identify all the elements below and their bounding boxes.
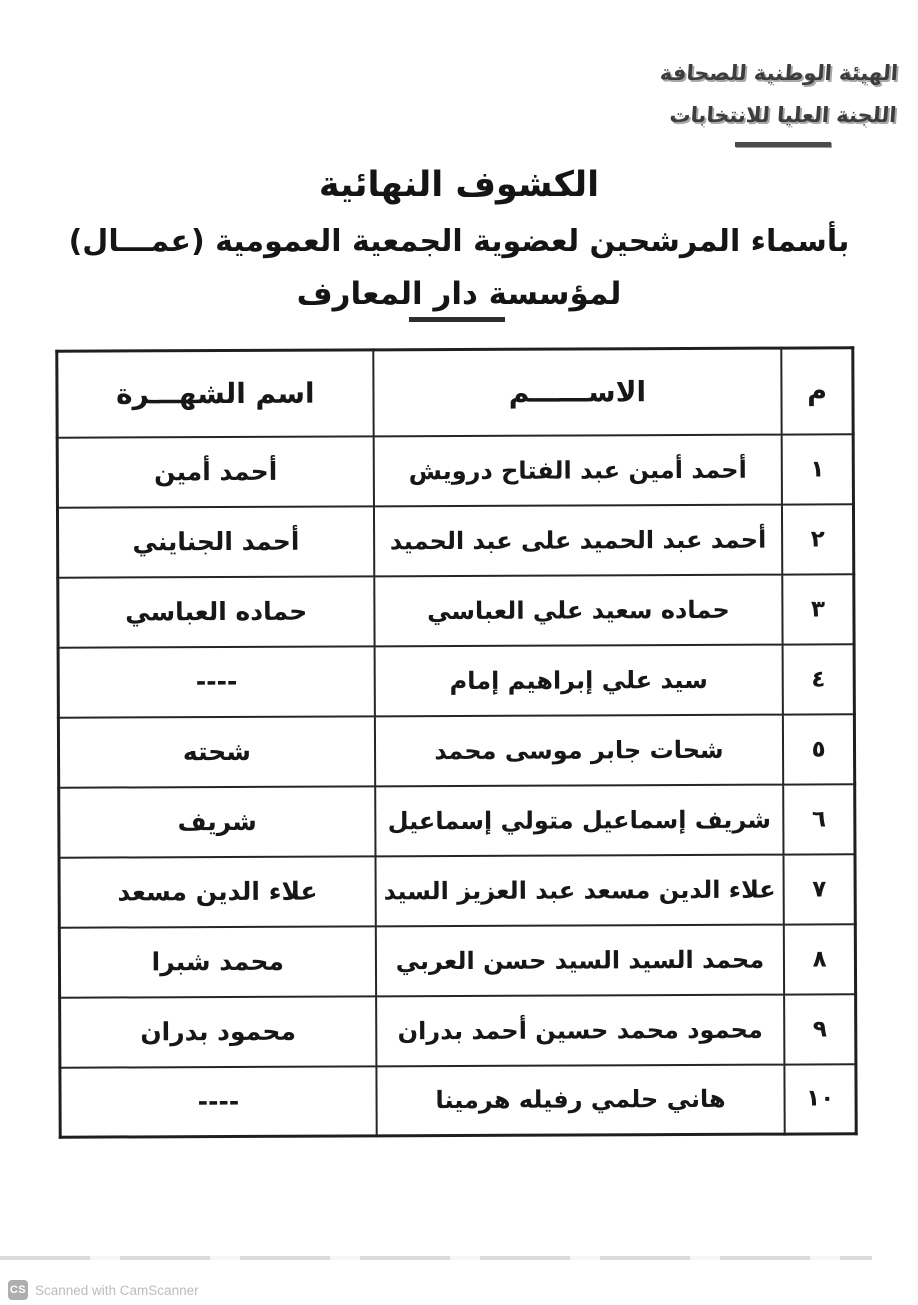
row-number: ٩ [784,994,856,1064]
row-number: ١ [782,434,854,504]
table-row [59,924,855,997]
row-number: ٣ [783,574,855,644]
candidate-name: شحات جابر موسى محمد [375,714,784,786]
candidate-nickname: حماده العباسي [58,576,375,647]
table-row [59,784,855,857]
table-row [58,574,854,647]
row-number: ٥ [783,714,855,784]
letterhead [659,52,899,147]
column-header-nickname: اسم الشهـــرة [57,350,374,437]
camscanner-watermark [8,1280,199,1300]
candidate-nickname: علاء الدين مسعد [59,856,376,927]
candidate-name: علاء الدين مسعد عبد العزيز السيد [375,854,784,926]
table-header-row [57,348,853,437]
letterhead-authority-name: الهيئة الوطنية للصحافة [659,61,899,85]
row-number: ٧ [784,854,856,924]
candidate-nickname: ---- [60,1066,377,1137]
column-header-number: م [782,348,854,434]
candidate-name: سيد علي إبراهيم إمام [374,644,783,716]
table-row [59,854,855,927]
table-row [58,644,854,717]
candidate-name: أحمد أمين عبد الفتاح درويش [373,434,782,506]
organization-underline [409,317,505,322]
camscanner-icon: CS [8,1280,28,1300]
watermark-text: Scanned with CamScanner [35,1282,199,1298]
table-row [60,994,856,1067]
row-number: ٨ [784,924,856,994]
document-title: الكشوف النهائية [318,165,600,205]
table-row [60,1064,856,1137]
candidate-nickname: شحته [58,716,375,787]
candidates-table [55,346,857,1138]
candidate-nickname: ---- [58,646,375,717]
candidate-nickname: شريف [59,786,376,857]
row-number: ٦ [783,784,855,854]
candidate-name: محمد السيد السيد حسن العربي [376,924,785,996]
candidate-name: شريف إسماعيل متولي إسماعيل [375,784,784,856]
scan-edge-shadow [0,1256,872,1260]
organization-name: لمؤسسة دار المعارف [296,276,622,312]
row-number: ٢ [782,504,854,574]
row-number: ١٠ [785,1064,857,1134]
row-number: ٤ [783,644,855,714]
candidate-nickname: محمد شبرا [59,926,376,997]
table-row [57,504,853,577]
candidate-nickname: أحمد أمين [57,436,374,507]
candidate-name: أحمد عبد الحميد على عبد الحميد [374,504,783,576]
letterhead-underline [735,142,831,147]
candidate-nickname: محمود بدران [60,996,377,1067]
candidate-name: محمود محمد حسين أحمد بدران [376,994,785,1066]
table-row [57,434,853,507]
document-subtitle: بأسماء المرشحين لعضوية الجمعية العمومية (عمـــال) [68,224,850,259]
candidate-name: هاني حلمي رفيله هرمينا [376,1064,785,1136]
candidate-nickname: أحمد الجنايني [57,506,374,577]
table-row [58,714,854,787]
column-header-name: الاســــــم [373,348,782,436]
letterhead-committee-name: اللجنة العليا للانتخابات [668,103,898,127]
candidate-name: حماده سعيد علي العباسي [374,574,783,646]
